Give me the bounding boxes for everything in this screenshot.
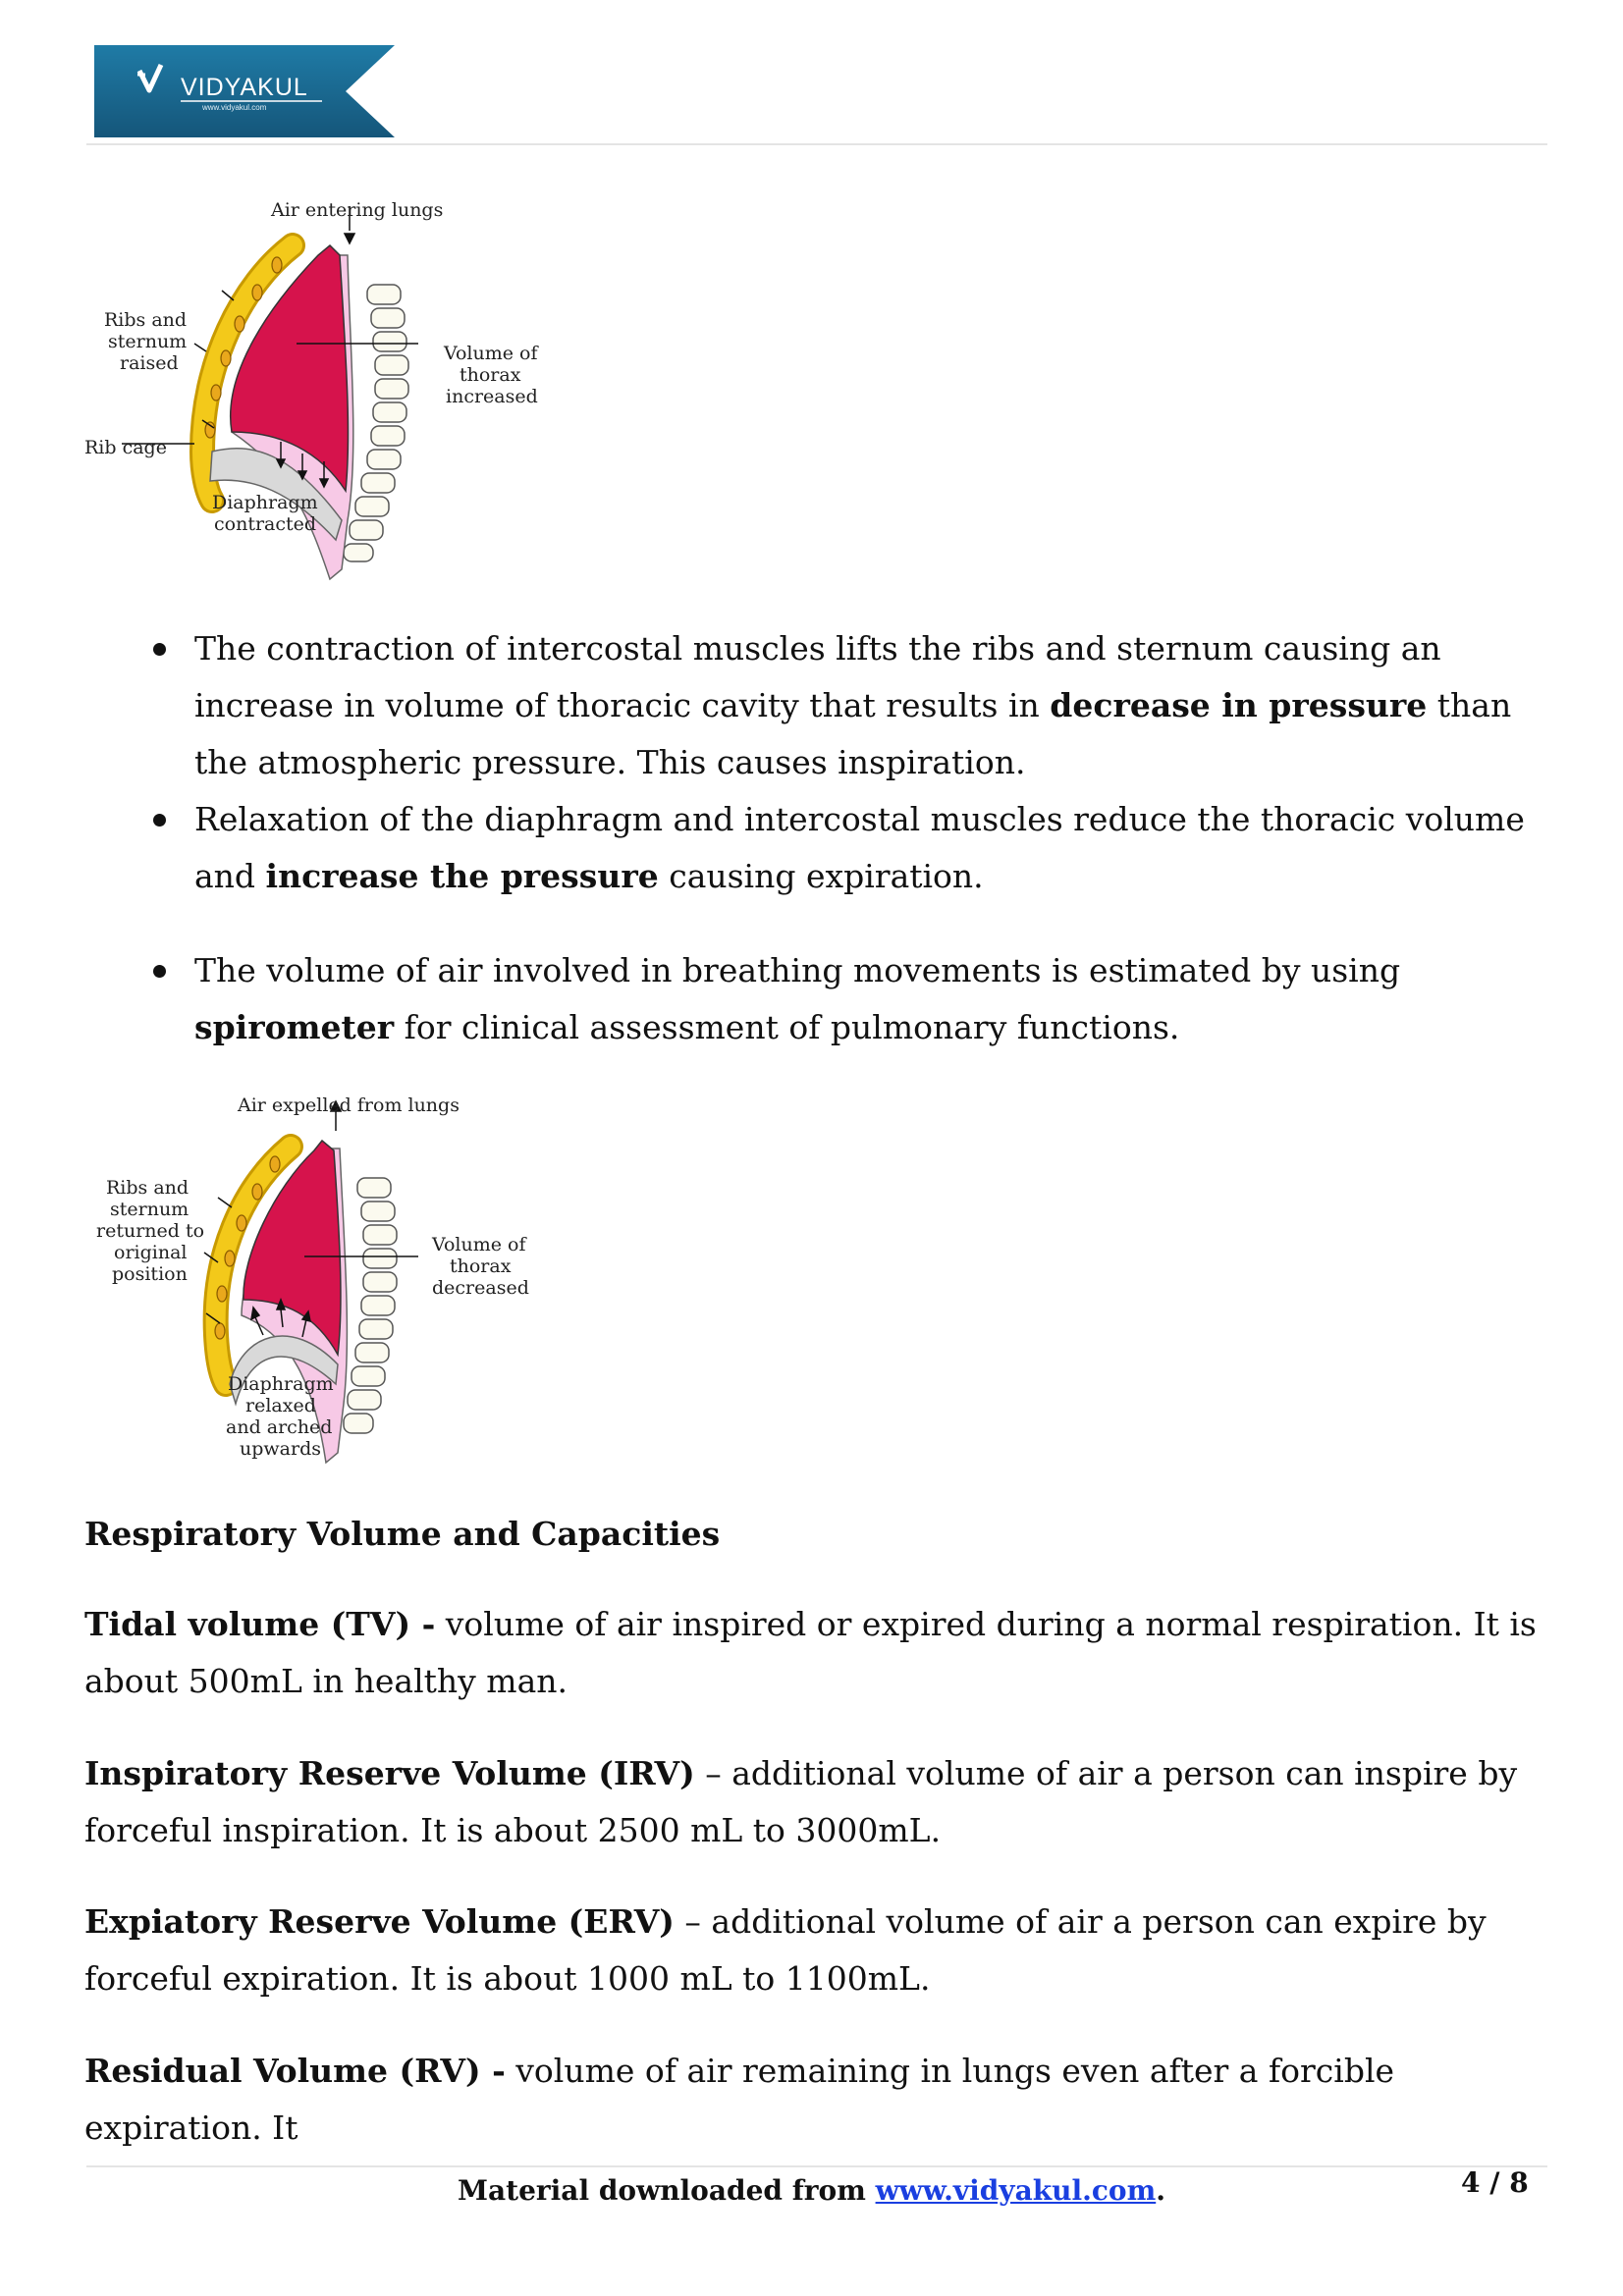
tidal-volume-paragraph: Tidal volume (TV) - volume of air inspired or expired during a normal respiration. It is about 500mL in healthy man. [84, 1605, 1537, 1700]
logo-text: VIDYAKUL [181, 74, 308, 101]
fig2-ribs-label-3: returned to [96, 1220, 205, 1242]
footer-suffix: . [1156, 2174, 1165, 2207]
breathing-mechanism-list [137, 620, 1551, 905]
footer-link[interactable]: www.vidyakul.com [875, 2174, 1157, 2207]
list-item: Relaxation of the diaphragm and intercostal muscles reduce the thoracic volume and increase the pressure causing expiration. [137, 791, 1551, 905]
vertebral-column [344, 1178, 397, 1433]
header-divider [86, 143, 1547, 145]
fig2-volume-label-3: decreased [432, 1277, 529, 1299]
expiration-diagram [94, 1090, 546, 1482]
rv-paragraph: Residual Volume (RV) - volume of air remaining in lungs even after a forcible expiration. It [84, 2052, 1395, 2147]
fig2-volume-label-1: Volume of [432, 1234, 526, 1255]
fig1-ribs-label-2: sternum [108, 331, 188, 352]
fig2-ribs-label-5: position [112, 1263, 188, 1285]
list-item: The volume of air involved in breathing movements is estimated by using spirometer for clinical assessment of pulmonary functions. [137, 942, 1551, 1056]
fig1-volume-label-2: thorax [460, 364, 521, 386]
section-heading: Respiratory Volume and Capacities [84, 1515, 721, 1553]
fig1-ribcage-label: Rib cage [84, 437, 167, 458]
irv-paragraph: Inspiratory Reserve Volume (IRV) – additional volume of air a person can inspire by forceful inspiration. It is about 2500 mL to 3000mL. [84, 1754, 1518, 1849]
erv-paragraph: Expiatory Reserve Volume (ERV) – additional volume of air a person can expire by forceful expiration. It is about 1000 mL to 1100mL. [84, 1902, 1487, 1998]
page-number: 4 / 8 [1461, 2166, 1529, 2199]
fig2-volume-label-2: thorax [450, 1255, 512, 1277]
fig1-title: Air entering lungs [271, 199, 444, 221]
fig1-ribs-label-1: Ribs and [104, 309, 188, 331]
fig2-ribs-label-2: sternum [110, 1199, 189, 1220]
vidyakul-logo[interactable] [94, 45, 395, 137]
fig2-title: Air expelled from lungs [238, 1095, 460, 1116]
fig2-diaphragm-label-4: upwards [240, 1438, 321, 1460]
inspiration-diagram [84, 196, 556, 599]
footer [0, 2171, 1623, 2211]
fig2-ribs-label-1: Ribs and [106, 1177, 189, 1199]
fig1-diaphragm-label-1: Diaphragm [212, 492, 318, 513]
fig1-ribs-label-3: raised [120, 352, 179, 374]
fig1-diaphragm-label-2: contracted [214, 513, 317, 535]
fig1-volume-label-1: Volume of [444, 343, 538, 364]
spirometer-list [137, 942, 1551, 1056]
logo-url: www.vidyakul.com [202, 103, 267, 112]
footer-prefix: Material downloaded from [458, 2174, 876, 2207]
fig1-volume-label-3: increased [446, 386, 538, 407]
fig2-diaphragm-label-2: relaxed [245, 1395, 316, 1416]
fig2-ribs-label-4: original [114, 1242, 188, 1263]
fig2-diaphragm-label-1: Diaphragm [228, 1373, 334, 1395]
footer-divider [86, 2165, 1547, 2167]
fig2-diaphragm-label-3: and arched [226, 1416, 333, 1438]
list-item: The contraction of intercostal muscles lifts the ribs and sternum causing an increase in volume of thoracic cavity that results in decrease in pressure than the atmospheric pressure. This causes inspiration. [137, 620, 1551, 791]
